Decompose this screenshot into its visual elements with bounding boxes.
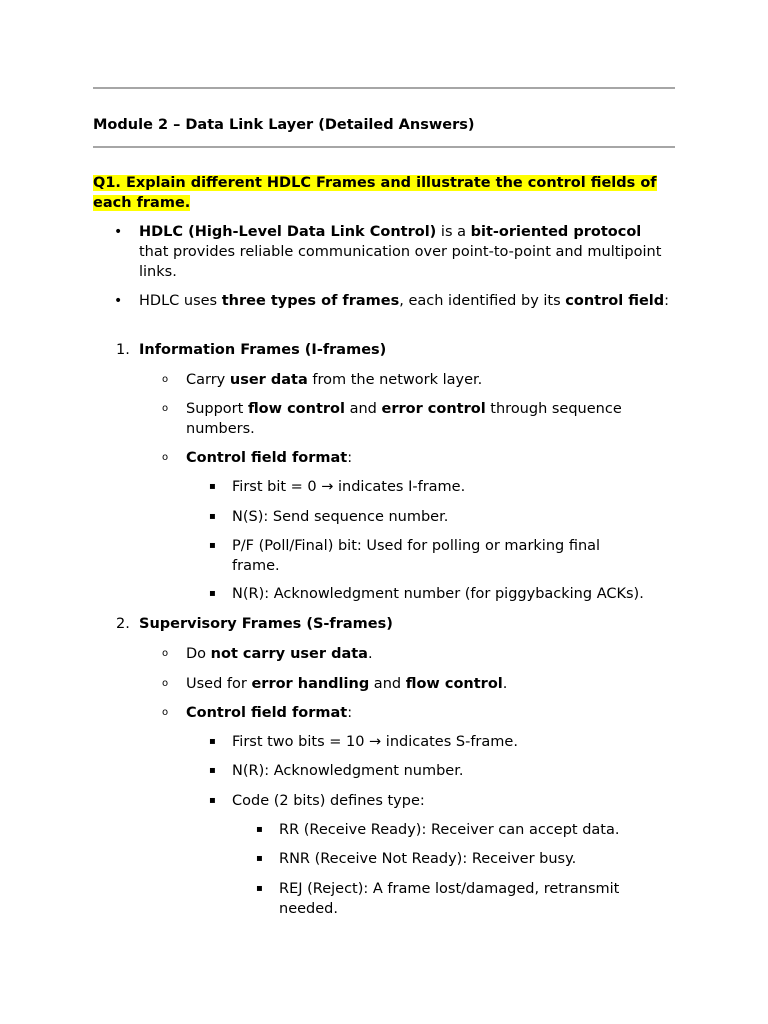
top-rule	[93, 87, 675, 89]
iframes-field: N(R): Acknowledgment number (for piggybacking ACKs).	[232, 586, 644, 602]
sframes-field: First two bits = 10 → indicates S-frame.	[232, 734, 518, 750]
iframes-item-control-format	[186, 448, 352, 468]
circle-marker: o	[162, 707, 169, 718]
text: :	[347, 450, 353, 466]
text: , each identified by its	[399, 293, 566, 309]
text: Support	[186, 401, 248, 417]
iframes-field: First bit = 0 → indicates I-frame.	[232, 479, 466, 495]
question-text: Q1. Explain different HDLC Frames and illustrate the control fields of each frame.	[93, 175, 657, 211]
circle-marker: o	[162, 678, 169, 689]
bullet-hdlc-definition	[139, 222, 674, 282]
sframes-field: Code (2 bits) defines type:	[232, 793, 425, 809]
square-marker: ▪	[209, 795, 216, 806]
bold-term: user data	[229, 372, 308, 388]
sframes-code: RR (Receive Ready): Receiver can accept data.	[279, 822, 620, 838]
list-number: 1.	[116, 342, 130, 358]
square-marker: ▪	[209, 540, 216, 551]
sframes-item-no-user-data	[186, 644, 676, 664]
bold-term: error handling	[251, 676, 370, 692]
text: HDLC uses	[139, 293, 222, 309]
text: from the network layer.	[307, 372, 483, 388]
square-marker: ▪	[209, 511, 216, 522]
iframes-heading: Information Frames (I-frames)	[139, 342, 387, 358]
bullet-frame-types	[139, 291, 674, 311]
square-marker: ▪	[209, 765, 216, 776]
bold-term: flow control	[247, 401, 345, 417]
square-marker: ▪	[256, 883, 263, 894]
iframes-item-user-data	[186, 370, 676, 390]
text: is a	[436, 224, 471, 240]
text: .	[502, 676, 508, 692]
sframes-code: RNR (Receive Not Ready): Receiver busy.	[279, 851, 577, 867]
iframes-item-flow-control	[186, 399, 661, 439]
circle-marker: o	[162, 452, 169, 463]
text: Do	[186, 646, 211, 662]
sframes-code: REJ (Reject): A frame lost/damaged, retransmit needed.	[279, 881, 620, 917]
sframes-item-control-format	[186, 703, 352, 723]
sframes-heading: Supervisory Frames (S-frames)	[139, 616, 393, 632]
page-title: Module 2 – Data Link Layer (Detailed Answers)	[93, 117, 475, 133]
bold-term: flow control	[405, 676, 503, 692]
bullet-marker: •	[114, 224, 123, 240]
square-marker: ▪	[209, 481, 216, 492]
question-heading	[93, 173, 683, 213]
bold-term: HDLC (High-Level Data Link Control)	[139, 224, 437, 240]
text: Carry	[186, 372, 230, 388]
circle-marker: o	[162, 374, 169, 385]
sframes-field: N(R): Acknowledgment number.	[232, 763, 464, 779]
text: :	[664, 293, 670, 309]
square-marker: ▪	[209, 736, 216, 747]
text: and	[369, 676, 406, 692]
square-marker: ▪	[209, 588, 216, 599]
text: and	[344, 401, 382, 417]
square-marker: ▪	[256, 853, 263, 864]
iframes-field: P/F (Poll/Final) bit: Used for polling or marking final frame.	[232, 538, 601, 574]
bold-term: three types of frames	[221, 293, 400, 309]
text: :	[347, 705, 353, 721]
bullet-marker: •	[114, 293, 123, 309]
sframes-item-error-handling	[186, 674, 676, 694]
iframes-field: N(S): Send sequence number.	[232, 509, 449, 525]
bold-term: Control field format	[186, 450, 348, 466]
circle-marker: o	[162, 648, 169, 659]
list-number: 2.	[116, 616, 130, 632]
square-marker: ▪	[256, 824, 263, 835]
title-rule	[93, 146, 675, 148]
bold-term: control field	[565, 293, 665, 309]
circle-marker: o	[162, 403, 169, 414]
bold-term: not carry user data	[210, 646, 368, 662]
bold-term: Control field format	[186, 705, 348, 721]
text: through sequence numbers.	[186, 401, 622, 437]
bold-term: bit-oriented protocol	[470, 224, 642, 240]
text: Used for	[186, 676, 252, 692]
text: that provides reliable communication over point-to-point and multipoint links.	[139, 244, 662, 280]
bold-term: error control	[381, 401, 486, 417]
text: .	[367, 646, 373, 662]
